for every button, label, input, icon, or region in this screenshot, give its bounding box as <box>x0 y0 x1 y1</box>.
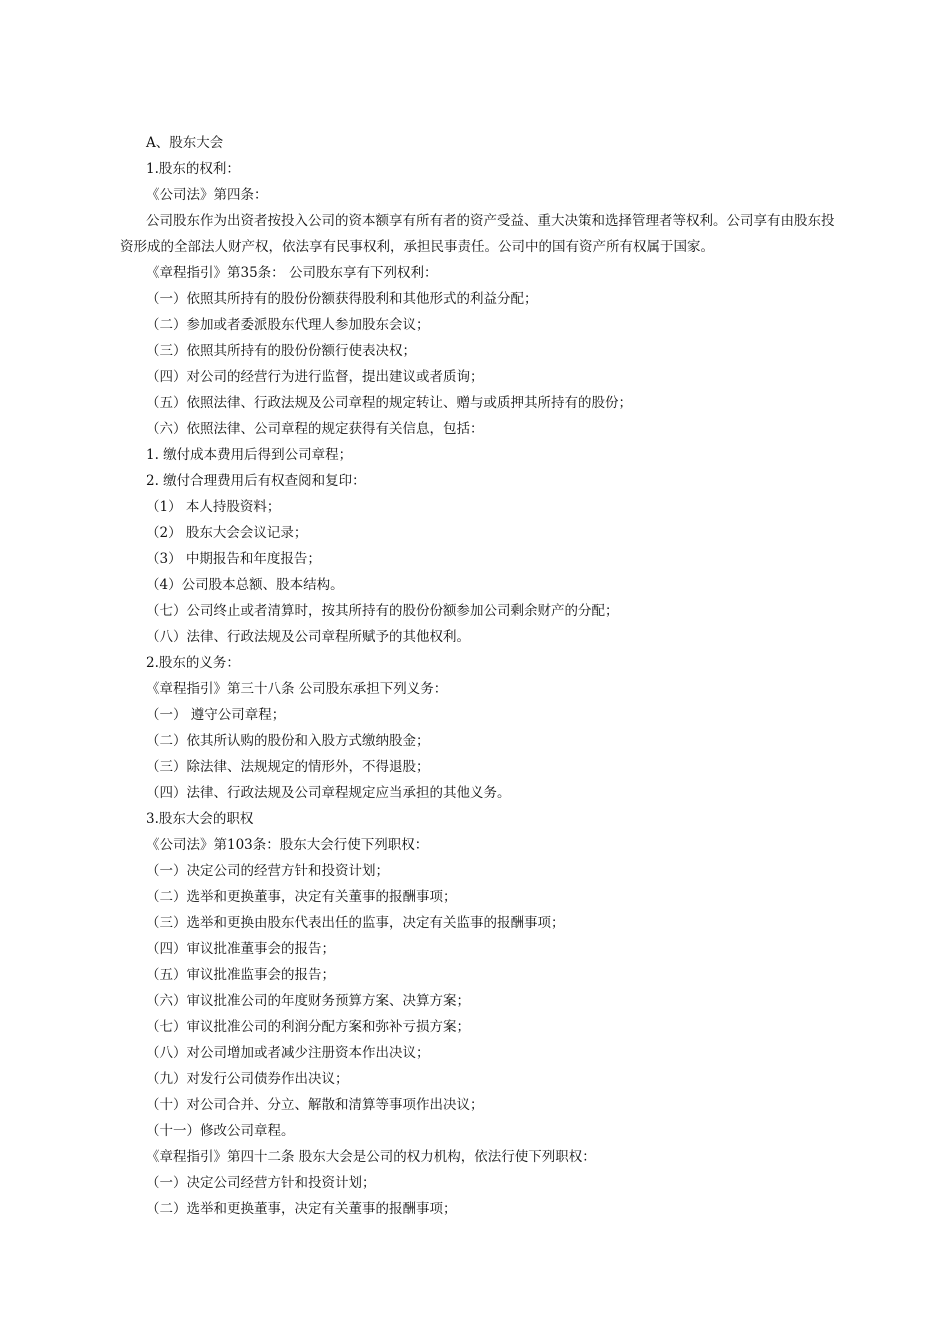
list-item: （一）决定公司的经营方针和投资计划； <box>146 863 389 879</box>
list-item: （3） 中期报告和年度报告； <box>146 551 321 567</box>
list-item: （八）法律、行政法规及公司章程所赋予的其他权利。 <box>146 629 470 645</box>
list-item: （三）选举和更换由股东代表出任的监事，决定有关监事的报酬事项； <box>146 915 565 931</box>
list-item: （十）对公司合并、分立、解散和清算等事项作出决议； <box>146 1097 484 1113</box>
list-item: （1） 本人持股资料； <box>146 499 281 515</box>
section-1-title: 1.股东的权利： <box>146 161 240 177</box>
section-heading: A、股东大会 <box>146 135 224 151</box>
law-paragraph: 公司股东作为出资者按投入公司的资本额享有所有者的资产受益、重大决策和选择管理者等权利。公司享有由股东投资形成的全部法人财产权，依法享有民事权利，承担民事责任。公司中的国有资产所有权属于国家。 <box>120 213 835 255</box>
document-body <box>120 130 840 1222</box>
list-item: （四）对公司的经营行为进行监督，提出建议或者质询； <box>146 369 484 385</box>
list-item: （三）除法律、法规规定的情形外，不得退股； <box>146 759 430 775</box>
list-item: （2） 股东大会会议记录； <box>146 525 308 541</box>
list-item: （一）决定公司经营方针和投资计划； <box>146 1175 376 1191</box>
guide-reference: 《章程指引》第四十二条 股东大会是公司的权力机构，依法行使下列职权： <box>146 1149 596 1165</box>
law-reference: 《公司法》第四条： <box>146 187 268 203</box>
list-item: （七）公司终止或者清算时，按其所持有的股份份额参加公司剩余财产的分配； <box>146 603 619 619</box>
list-item: （二）参加或者委派股东代理人参加股东会议； <box>146 317 430 333</box>
list-item: （三）依照其所持有的股份份额行使表决权； <box>146 343 416 359</box>
list-item: （五）依照法律、行政法规及公司章程的规定转让、赠与或质押其所持有的股份； <box>146 395 632 411</box>
list-item: （六）审议批准公司的年度财务预算方案、决算方案； <box>146 993 470 1009</box>
guide-reference: 《章程指引》第35条： 公司股东享有下列权利： <box>146 265 438 281</box>
list-item: （六）依照法律、公司章程的规定获得有关信息，包括： <box>146 421 484 437</box>
section-3-title: 3.股东大会的职权 <box>146 811 254 827</box>
list-item: （七）审议批准公司的利润分配方案和弥补亏损方案； <box>146 1019 470 1035</box>
law-reference: 《公司法》第103条：股东大会行使下列职权： <box>146 837 429 853</box>
list-item: （九）对发行公司债券作出决议； <box>146 1071 349 1087</box>
list-item: （4）公司股本总额、股本结构。 <box>146 577 344 593</box>
list-item: （一） 遵守公司章程； <box>146 707 286 723</box>
list-item: （四）法律、行政法规及公司章程规定应当承担的其他义务。 <box>146 785 511 801</box>
list-item: （一）依照其所持有的股份份额获得股利和其他形式的利益分配； <box>146 291 538 307</box>
list-item: （二）依其所认购的股份和入股方式缴纳股金； <box>146 733 430 749</box>
list-item: （四）审议批准董事会的报告； <box>146 941 335 957</box>
list-item: 1. 缴付成本费用后得到公司章程； <box>146 447 353 463</box>
list-item: （二）选举和更换董事，决定有关董事的报酬事项； <box>146 889 457 905</box>
guide-reference: 《章程指引》第三十八条 公司股东承担下列义务： <box>146 681 448 697</box>
list-item: （八）对公司增加或者减少注册资本作出决议； <box>146 1045 430 1061</box>
list-item: 2. 缴付合理费用后有权查阅和复印： <box>146 473 366 489</box>
list-item: （二）选举和更换董事，决定有关董事的报酬事项； <box>146 1201 457 1217</box>
section-2-title: 2.股东的义务： <box>146 655 240 671</box>
list-item: （五）审议批准监事会的报告； <box>146 967 335 983</box>
list-item: （十一）修改公司章程。 <box>146 1123 295 1139</box>
